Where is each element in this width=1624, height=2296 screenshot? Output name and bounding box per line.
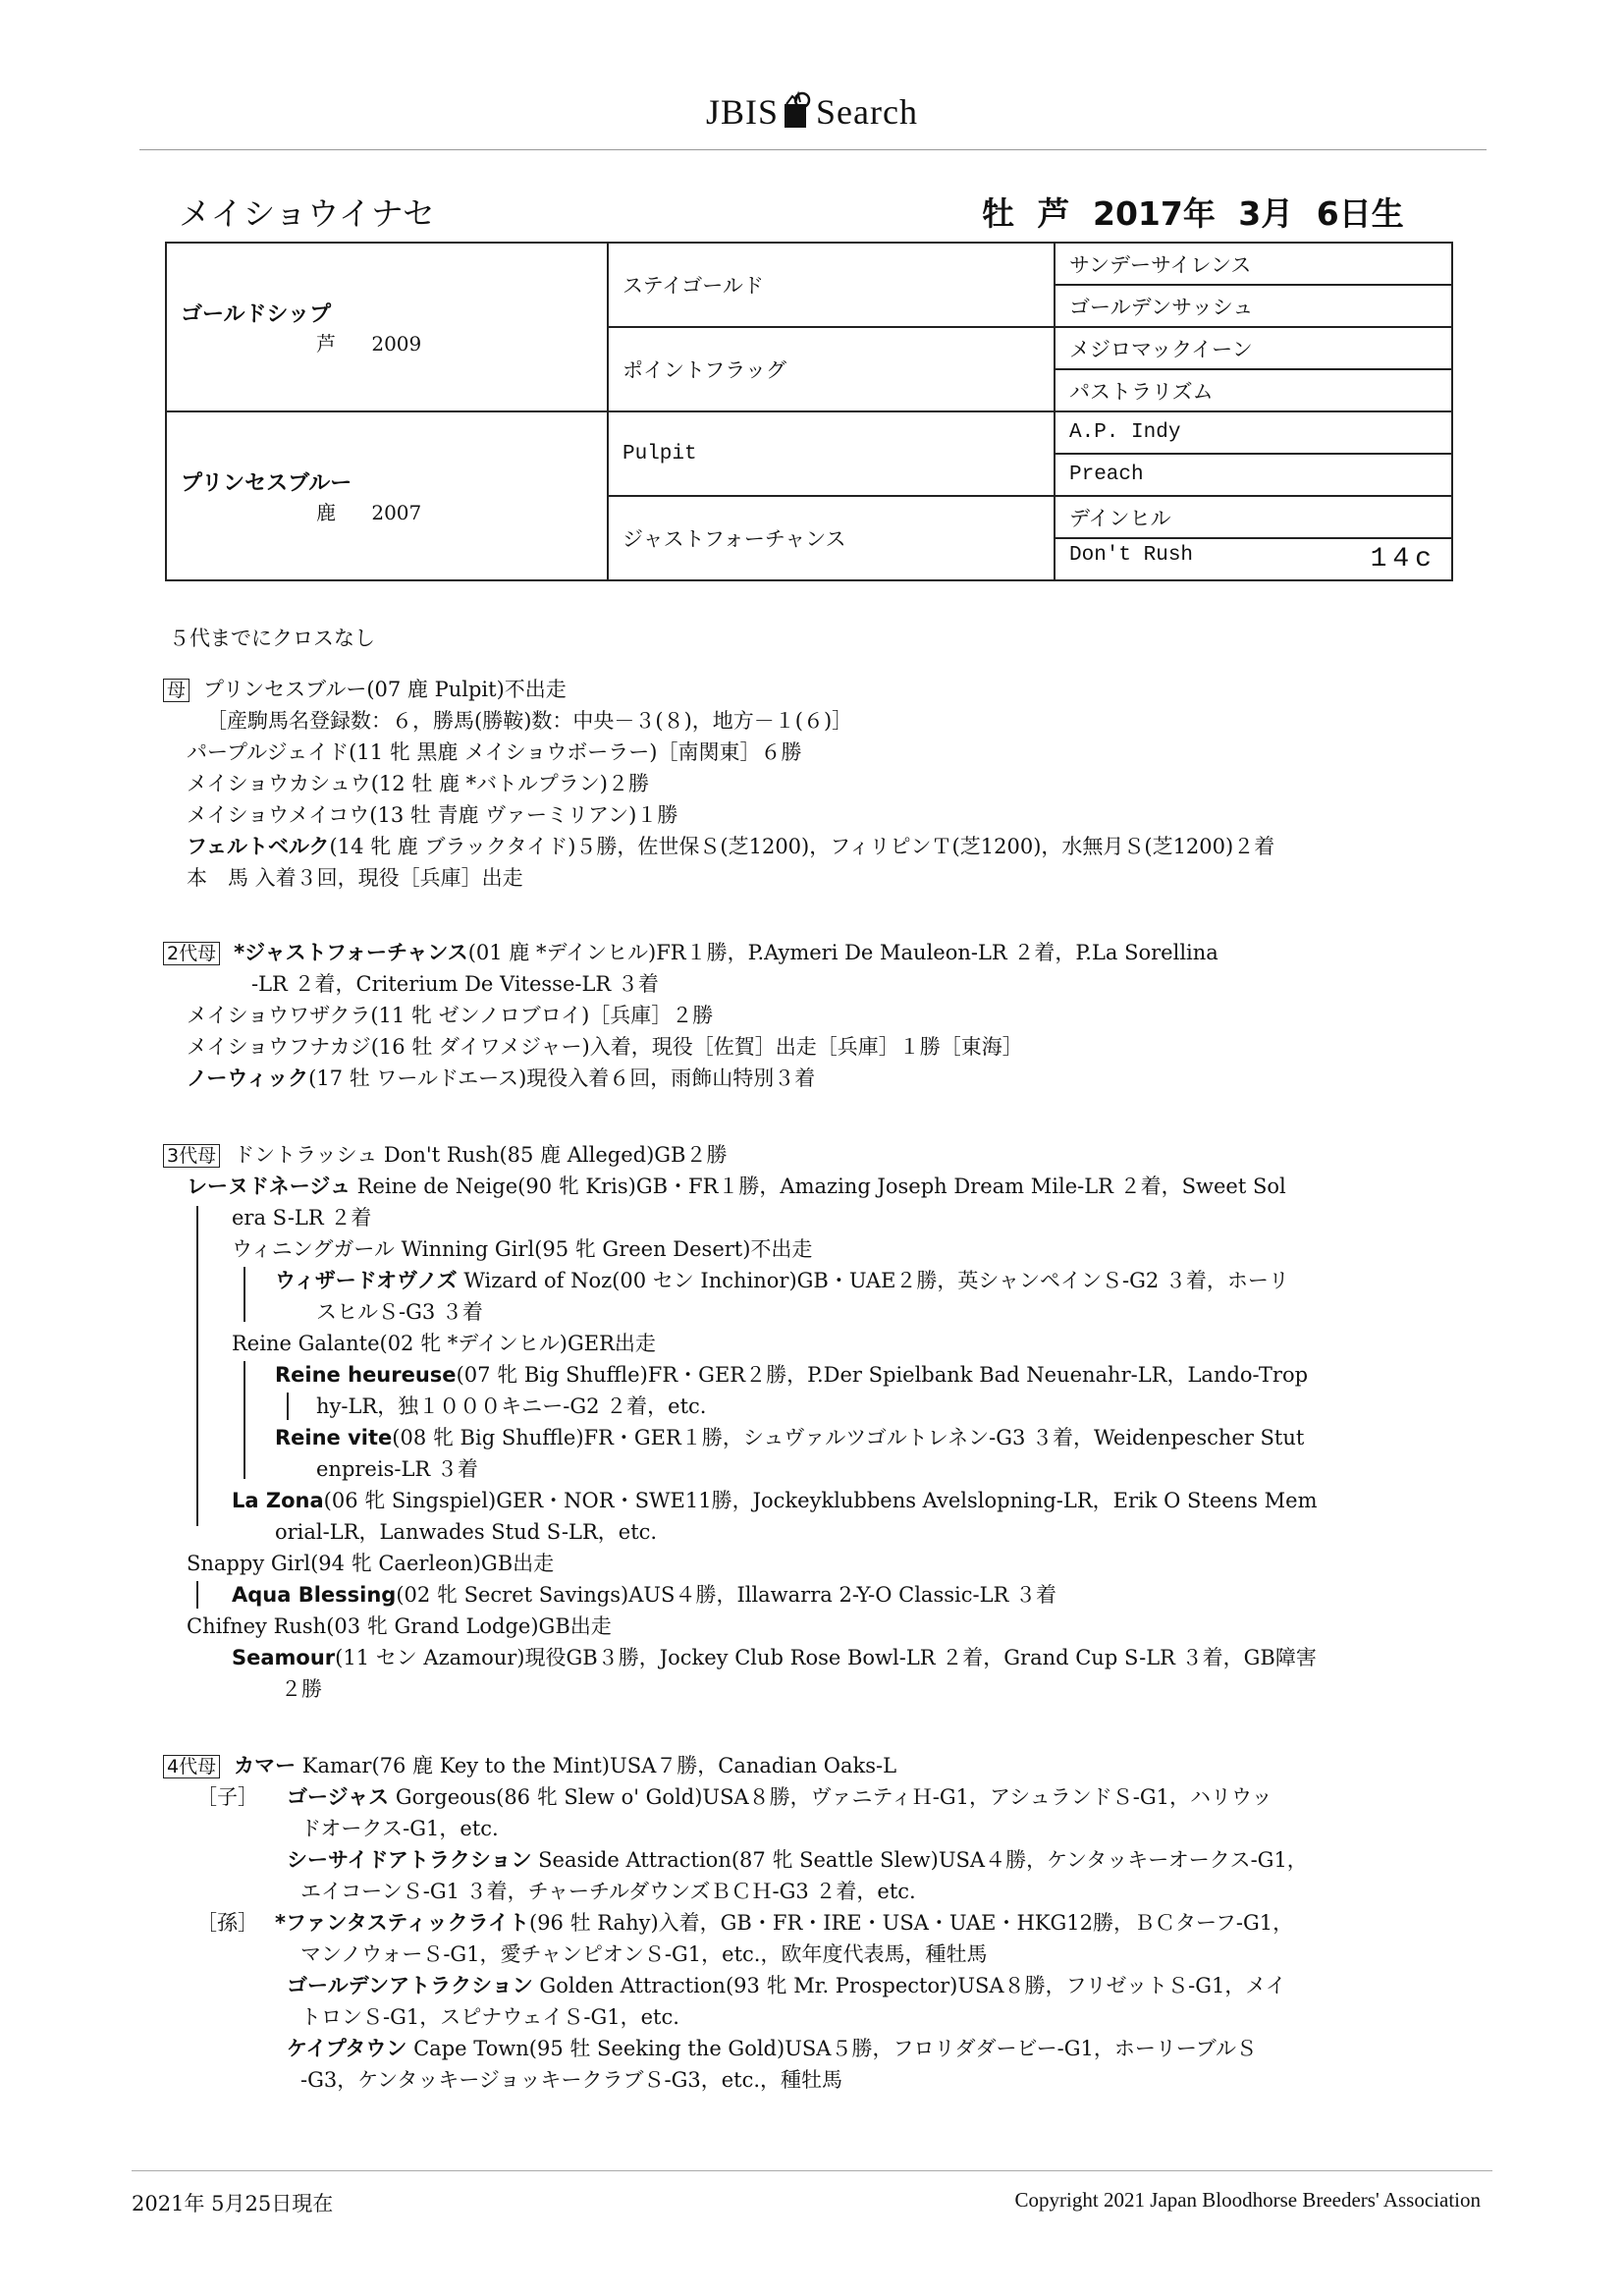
gen3-cell: デインヒル: [1055, 496, 1452, 538]
dam-dam-cell: ジャストフォーチャンス: [608, 496, 1055, 580]
offspring-line: レーヌドネージュ Reine de Neige(90 牝 Kris)GB・FR１勝，Amazing Joseph Dream Mile-LR ２着，Sweet Sol: [187, 1175, 1286, 1198]
offspring-line: ケイプタウン Cape Town(95 牡 Seeking the Gold)USA５勝，フロリダダービー-G1，ホーリーブルＳ: [287, 2037, 1257, 2060]
dam-sire-cell: Pulpit: [608, 411, 1055, 496]
dam-section-head: 母 プリンセスブルー(07 鹿 Pulpit)不出走: [163, 674, 567, 705]
tree-connector: [196, 1206, 198, 1526]
tree-connector: [244, 1361, 245, 1479]
offspring-line: Reine vite(08 牝 Big Shuffle)FR・GER１勝，シュヴァルツゴルトレネン-G3 ３着，Weidenpescher Stut: [275, 1426, 1305, 1449]
offspring-cont: enpreis-LR ３着: [316, 1457, 478, 1481]
section-tag: 母: [163, 679, 189, 702]
pedigree-table: [165, 242, 1453, 581]
gen3-cell: サンデーサイレンス: [1055, 243, 1452, 285]
offspring-line: Reine Galante(02 牝 *デインヒル)GER出走: [232, 1332, 656, 1355]
dam2-cont: -LR ２着，Criterium De Vitesse-LR ３着: [251, 972, 659, 996]
gen3-cell: Preach: [1055, 454, 1452, 496]
offspring-line: Aqua Blessing(02 牝 Secret Savings)AUS４勝，Illawarra 2-Y-O Classic-LR ３着: [232, 1583, 1057, 1607]
sire-name: ゴールドシップ: [181, 302, 332, 327]
offspring-cont: era S-LR ２着: [232, 1206, 372, 1230]
dam-summary: ［産駒馬名登録数：６，勝馬(勝鞍)数：中央－３(８)，地方－１(６)］: [206, 709, 853, 733]
offspring-line: *ファンタスティックライト(96 牡 Rahy)入着，GB・FR・IRE・USA・UAE・HKG12勝，ＢＣターフ-G1，: [275, 1911, 1294, 1935]
logo-text-jbis: JBIS: [706, 92, 780, 132]
offspring-cont: hy-LR，独１０００キニー-G2 ２着，etc.: [316, 1394, 707, 1418]
offspring-line: メイショウフナカジ(16 牡 ダイワメジャー)入着，現役［佐賀］出走［兵庫］１勝［東海］: [187, 1035, 1023, 1059]
sire-dam-cell: ポイントフラッグ: [608, 327, 1055, 411]
offspring-line: メイショウメイコウ(13 牡 青鹿 ヴァーミリアン)１勝: [187, 803, 678, 827]
logo-text-search: Search: [816, 92, 918, 132]
gen3-cell: パストラリズム: [1055, 369, 1452, 411]
offspring-line: ウィザードオヴノズ Wizard of Noz(00 セン Inchinor)GB・UAE２勝，英シャンペインＳ-G2 ３着，ホーリ: [275, 1269, 1289, 1292]
offspring-line: La Zona(06 牝 Singspiel)GER・NOR・SWE11勝，Jockeyklubbens Avelslopning-LR，Erik O Steens Mem: [232, 1489, 1318, 1512]
as-of-date: 2021年 5月25日現在: [132, 2192, 334, 2215]
dam2-section-head: 2代母 *ジャストフォーチャンス(01 鹿 *デインヒル)FR１勝，P.Aymeri De Mauleon-LR ２着，P.La Sorellina: [163, 937, 1218, 968]
offspring-line: Seamour(11 セン Azamour)現役GB３勝，Jockey Club Rose Bowl-LR ２着，Grand Cup S-LR ３着，GB障害: [232, 1646, 1317, 1669]
dam3-section-head: 3代母 ドントラッシュ Don't Rush(85 鹿 Alleged)GB２勝: [163, 1139, 727, 1171]
offspring-cont: トロンＳ-G1，スピナウェイＳ-G1，etc.: [300, 2005, 679, 2029]
dam-cell: [166, 411, 608, 580]
offspring-cont: ２勝: [281, 1677, 322, 1701]
gen3-cell: A.P. Indy: [1055, 411, 1452, 454]
section-tag: 4代母: [163, 1755, 220, 1778]
offspring-line: ゴージャス Gorgeous(86 牝 Slew o' Gold)USA８勝，ヴァニティＨ-G1，アシュランドＳ-G1，ハリウッ: [287, 1785, 1272, 1809]
sire-meta: 芦 2009: [316, 332, 422, 355]
offspring-cont: orial-LR，Lanwades Stud S-LR，etc.: [275, 1520, 658, 1544]
section-tag: 2代母: [163, 942, 220, 965]
offspring-cont: スヒルＳ-G3 ３着: [316, 1300, 483, 1324]
offspring-cont: エイコーンＳ-G1 ３着，チャーチルダウンズＢＣＨ-G3 ２着，etc.: [300, 1880, 916, 1903]
copyright: Copyright 2021 Japan Bloodhorse Breeders' Association: [1014, 2188, 1481, 2212]
horse-name: メイショウイナセ: [179, 194, 436, 233]
cross-note: ５代までにクロスなし: [169, 627, 375, 650]
offspring-line: メイショウワザクラ(11 牝 ゼンノロブロイ)［兵庫］２勝: [187, 1004, 714, 1027]
offspring-cont: マンノウォーＳ-G1，愛チャンピオンＳ-G1，etc.，欧年度代表馬，種牡馬: [300, 1942, 988, 1966]
tree-connector: [244, 1267, 245, 1322]
child-label: ［子］: [196, 1785, 258, 1809]
gen3-cell: メジロマックイーン: [1055, 327, 1452, 369]
offspring-line: Chifney Rush(03 牝 Grand Lodge)GB出走: [187, 1614, 612, 1638]
tree-connector: [196, 1581, 198, 1609]
offspring-line: ノーウィック(17 牡 ワールドエース)現役入着６回，雨飾山特別３着: [187, 1066, 816, 1090]
offspring-line: ウィニングガール Winning Girl(95 牝 Green Desert)不出走: [232, 1237, 813, 1261]
offspring-line: ゴールデンアトラクション Golden Attraction(93 牝 Mr. Prospector)USA８勝，フリゼットＳ-G1，メイ: [287, 1974, 1286, 1997]
jbis-logo: [0, 90, 1624, 133]
offspring-cont: ドオークス-G1，etc.: [300, 1817, 499, 1840]
dam-name: プリンセスブルー: [181, 471, 352, 496]
offspring-line: メイショウカシュウ(12 牡 鹿 *バトルプラン)２勝: [187, 772, 649, 795]
footer-divider: [132, 2170, 1492, 2171]
dam4-section-head: 4代母 カマー Kamar(76 鹿 Key to the Mint)USA７勝，Canadian Oaks-L: [163, 1750, 896, 1781]
offspring-line: パープルジェイド(11 牝 黒鹿 メイショウボーラー)［南関東］６勝: [187, 740, 802, 764]
offspring-line: Reine heureuse(07 牝 Big Shuffle)FR・GER２勝，P.Der Spielbank Bad Neuenahr-LR，Lando-Trop: [275, 1363, 1309, 1387]
gen3-cell: ゴールデンサッシュ: [1055, 285, 1452, 327]
sire-cell: [166, 243, 608, 411]
sire-sire-cell: ステイゴールド: [608, 243, 1055, 327]
inbreed-value: 14c: [1370, 544, 1437, 574]
tree-connector: [287, 1393, 289, 1420]
offspring-line: フェルトベルク(14 牝 鹿 ブラックタイド)５勝，佐世保Ｓ(芝1200)，フィリピンＴ(芝1200)，水無月Ｓ(芝1200)２着: [187, 835, 1275, 858]
gen3-cell-inbreed: Don't Rush 14c: [1055, 538, 1452, 580]
horse-sex-color-birth: 牡 芦 2017年 3月 6日生: [982, 194, 1404, 233]
grandchild-label: ［孫］: [196, 1911, 258, 1935]
dam-meta: 鹿 2007: [316, 501, 422, 524]
header-divider: [139, 149, 1487, 150]
offspring-line: シーサイドアトラクション Seaside Attraction(87 牝 Seattle Slew)USA４勝，ケンタッキーオークス-G1，: [287, 1848, 1308, 1872]
horse-magnifier-icon: [781, 90, 814, 130]
offspring-cont: -G3，ケンタッキージョッキークラブＳ-G3，etc.，種牡馬: [300, 2068, 843, 2092]
section-tag: 3代母: [163, 1144, 220, 1168]
self-line: 本 馬 入着３回，現役［兵庫］出走: [187, 866, 523, 890]
offspring-line: Snappy Girl(94 牝 Caerleon)GB出走: [187, 1552, 555, 1575]
